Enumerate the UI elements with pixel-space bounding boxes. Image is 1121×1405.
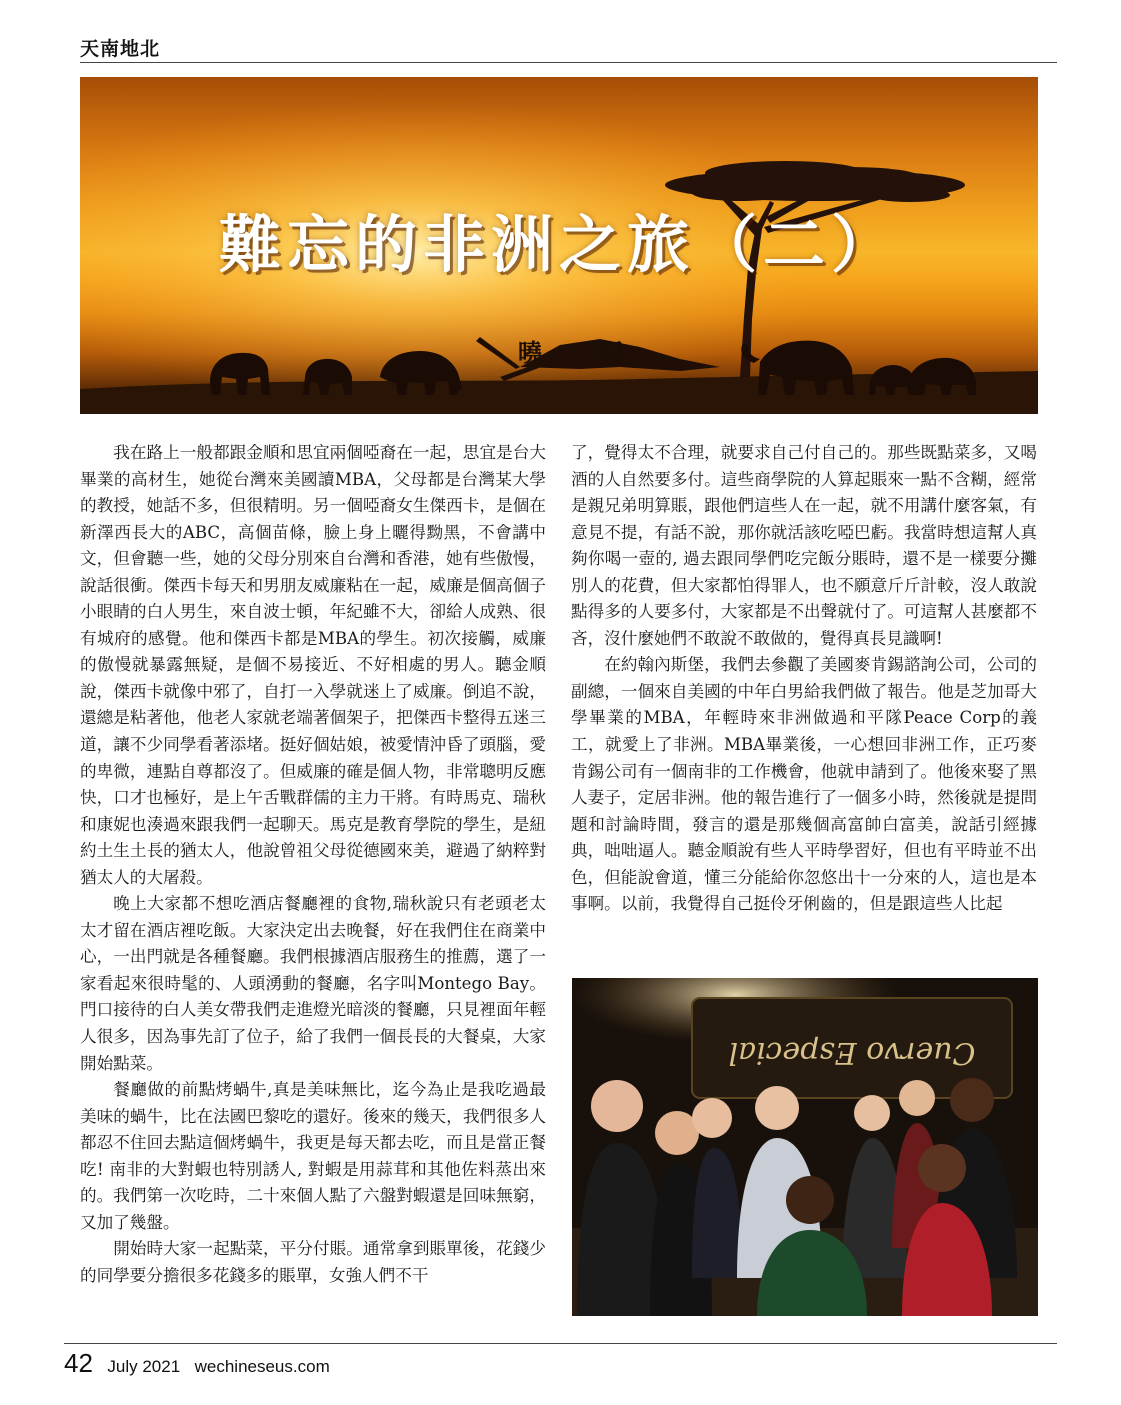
section-label: 天南地北 [80, 38, 161, 60]
paragraph: 在約翰內斯堡，我們去參觀了美國麥肯錫諮詢公司，公司的副總，一個來自美國的中年白男給我們做了報告。他是芝加哥大學畢業的MBA，年輕時來非洲做過和平隊Peace Corp的義工，就愛上了非洲。MBA畢業後，一心想回非洲工作，正巧麥肯錫公司有一個南非的工作機會，他就申請到了。他後來娶了黑人妻子，定居非洲。他的報告進行了一個多小時，然後就是提問題和討論時間，發言的還是那幾個高富帥白富美，說話引經據典，咄咄逼人。聽金順說有些人平時學習好，但也有平時並不出色，但能說會道，懂三分能給你忽悠出十一分來的人，這也是本事啊。以前，我覺得自己挺伶牙俐齒的，但是跟這些人比起 [571, 655, 1037, 914]
article-author: 曉 明 [518, 338, 647, 367]
website-link[interactable]: wechineseus.com [194, 1357, 330, 1376]
article-column-right [571, 440, 1037, 918]
paragraph: 餐廳做的前點烤蝸牛,真是美味無比，迄今為止是我吃過最美味的蝸牛，比在法國巴黎吃的還好。後來的幾天，我們很多人都忍不住回去點這個烤蝸牛，我更是每天都去吃，而且是當正餐吃! 南非的大對蝦也特別誘人, 對蝦是用蒜茸和其他佐料蒸出來的。我們第一次吃時，二十來個人點了六盤對蝦還是回味無窮，又加了幾盤。 [80, 1080, 546, 1232]
group-photo-illustration [572, 978, 1038, 1316]
page-number: 42 [64, 1348, 93, 1378]
group-photo [572, 978, 1038, 1316]
top-divider [80, 62, 1057, 63]
paragraph: 晚上大家都不想吃酒店餐廳裡的食物,瑞秋說只有老頭老太太才留在酒店裡吃飯。大家決定出去晚餐，好在我們住在商業中心，一出門就是各種餐廳。我們根據酒店服務生的推薦，選了一家看起來很時髦的、人頭湧動的餐廳，名字叫Montego Bay。門口接待的白人美女帶我們走進燈光暗淡的餐廳，只見裡面年輕人很多，因為事先訂了位子，給了我們一個長長的大餐桌，大家開始點菜。 [80, 894, 546, 1073]
bottom-divider [64, 1343, 1057, 1344]
issue-date: July 2021 [107, 1357, 181, 1376]
mirror-sign-text: Cuervo Especial [728, 1035, 976, 1070]
paragraph: 開始時大家一起點菜，平分付賬。通常拿到賬單後，花錢少的同學要分擔很多花錢多的賬單，女強人們不干 [80, 1239, 546, 1285]
paragraph: 我在路上一般都跟金順和思宜兩個啞裔在一起，思宜是台大畢業的高材生，她從台灣來美國讀MBA，父母都是台灣某大學的教授，她話不多，但很精明。另一個啞裔女生傑西卡，是個在新澤西長大的ABC，高個苗條，臉上身上曬得黝黑，不會講中文，但會聽一些，她的父母分別來自台灣和香港，她有些傲慢，說話很衝。傑西卡每天和男朋友威廉粘在一起，威廉是個高個子小眼睛的白人男生，來自波士頓，年紀雖不大，卻給人成熟、很有城府的感覺。他和傑西卡都是MBA的學生。初次接觸，威廉的傲慢就暴露無疑，是個不易接近、不好相處的男人。聽金順說，傑西卡就像中邪了，自打一入學就迷上了威廉。倒追不說，還總是粘著他，他老人家就老端著個架子，把傑西卡整得五迷三道，讓不少同學看著添堵。挺好個姑娘，被愛情沖昏了頭腦，愛的卑微，連點自尊都沒了。但威廉的確是個人物，非常聰明反應快，口才也極好，是上午舌戰群儒的主力干將。有時馬克、瑞秋和康妮也湊過來跟我們一起聊天。馬克是教育學院的學生，是紐約土生土長的猶太人，他說曾祖父母從德國來美，避過了納粹對猶太人的大屠殺。 [80, 443, 546, 887]
page-footer [64, 1348, 330, 1379]
article-column-left [80, 440, 546, 1290]
article-title: 難忘的非洲之旅（二） [218, 208, 899, 281]
paragraph: 了，覺得太不合理，就要求自己付自己的。那些既點菜多，又喝酒的人自然要多付。這些商學院的人算起賬來一點不含糊，經常是親兄弟明算賬，跟他們這些人在一起，就不用講什麼客氣，有意見不提，有話不說，那你就活該吃啞巴虧。我當時想這幫人真夠你喝一壺的, 過去跟同學們吃完飯分賬時，還不是一樣要分攤別人的花費，但大家都怕得罪人，也不願意斤斤計較，沒人敢說點得多的人要多付，大家都是不出聲就付了。可這幫人甚麼都不吝，沒什麼她們不敢說不敢做的，覺得真長見識啊! [571, 443, 1037, 648]
hero-banner [80, 77, 1038, 414]
